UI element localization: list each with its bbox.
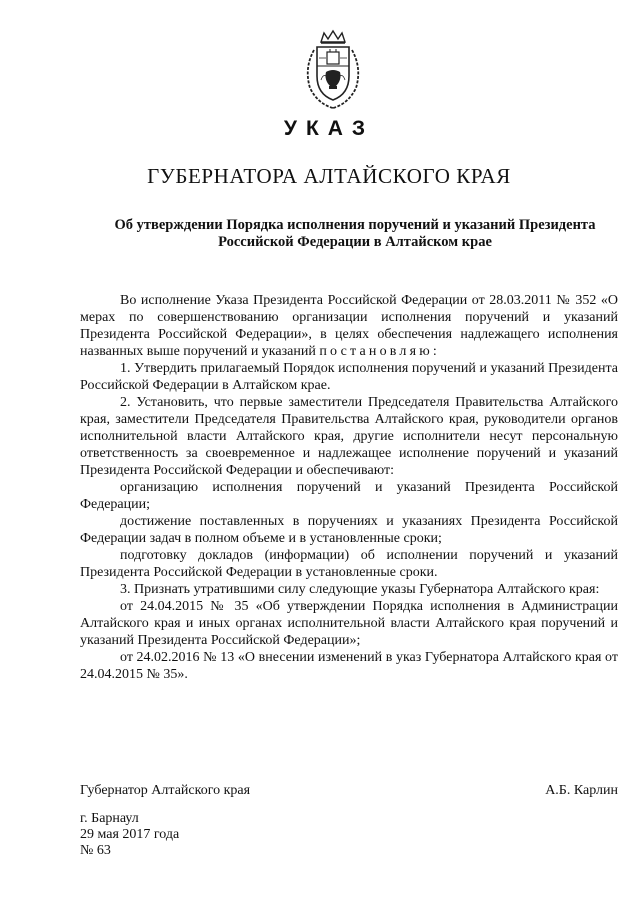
issuer-title: ГУБЕРНАТОРА АЛТАЙСКОГО КРАЯ [147,164,511,188]
meta-number: № 63 [80,843,111,858]
item-3-subitem-2: от 24.02.2016 № 13 «О внесении изменений в указ Губернатора Алтайского края от 24.04.2015 № 35». [80,650,618,682]
item-2-subitem-2: достижение поставленных в поручениях и указаниях Президента Российской Федерации задач в полном объеме и в установленные сроки; [80,514,618,546]
preamble-text: Во исполнение Указа Президента Российской Федерации от 28.03.2011 № 352 «О мерах по совершенствованию организации исполнения поручений и указаний Президента Российской Федерации», в целях обеспечения надлежащего исполнения названных выше поручений и указаний [80,293,618,359]
signature-role: Губернатор Алтайского края [80,783,251,798]
meta-place: г. Барнаул [80,811,139,826]
preamble-paragraph [80,292,618,360]
document-type: УКАЗ [283,117,375,140]
item-2-subitem-3: подготовку докладов (информации) об исполнении поручений и указаний Президента Российской Федерации в установленные сроки. [80,548,618,580]
item-1: 1. Утвердить прилагаемый Порядок исполнения поручений и указаний Президента Российской Федерации в Алтайском крае. [80,361,618,393]
meta-date: 29 мая 2017 года [80,827,180,842]
altai-krai-coat-of-arms-icon [300,28,366,110]
document-title [90,217,620,251]
document-meta [80,811,179,859]
item-2: 2. Установить, что первые заместители Председателя Правительства Алтайского края, заместители Председателя Правительства Алтайского края, руководители органов исполнительной власти Алтайского края, другие исполнители несут персональную ответственность за своевременное и надлежащее исполнение поручений и указаний Президента Российской Федерации и обеспечивают: [80,395,618,478]
document-title-line-2: Российской Федерации в Алтайском крае [218,234,492,250]
item-2-subitem-1: организацию исполнения поручений и указаний Президента Российской Федерации; [80,480,618,512]
signature-name: А.Б. Карлин [545,783,618,798]
decree-word: постановляю: [319,344,440,359]
item-3: 3. Признать утратившими силу следующие указы Губернатора Алтайского края: [120,582,600,597]
document-title-line-1: Об утверждении Порядка исполнения поручений и указаний Президента [114,217,596,233]
document-body [80,292,618,683]
item-3-subitem-1: от 24.04.2015 № 35 «Об утверждении Порядка исполнения в Администрации Алтайского края и иных органах исполнительной власти Алтайского края поручений и указаний Президента Российской Федерации»; [80,599,618,648]
